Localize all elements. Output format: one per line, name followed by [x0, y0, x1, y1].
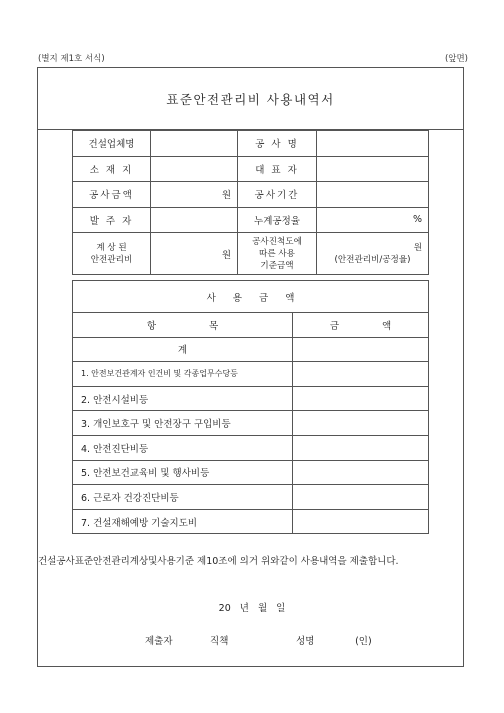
- period-label: 공사기간: [238, 182, 317, 208]
- item-label: 3. 개인보호구 및 안전장구 구입비등: [73, 411, 293, 436]
- standard-amount-field[interactable]: [317, 233, 429, 275]
- seal-mark: (인): [355, 636, 372, 647]
- project-name-label: 공 사 명: [238, 131, 317, 157]
- item-amount-field[interactable]: [293, 509, 429, 534]
- item-amount-field[interactable]: [293, 460, 429, 485]
- usage-section-title: 사 용 금 액: [73, 281, 429, 313]
- company-field[interactable]: [151, 131, 238, 157]
- period-field[interactable]: [317, 182, 429, 208]
- item-label: 4. 안전진단비등: [73, 435, 293, 460]
- company-label: 건설업체명: [73, 131, 151, 157]
- standard-amount-note: (안전관리비/공정율): [334, 254, 411, 265]
- standard-label-line3: 기준금액: [260, 260, 294, 271]
- total-amount-field[interactable]: [293, 337, 429, 362]
- budget-label-line2: 안전관리비: [90, 254, 133, 265]
- location-label: 소 재 지: [73, 156, 151, 182]
- table-row: [73, 460, 429, 485]
- info-row: [73, 233, 429, 275]
- usage-section-header: [73, 281, 429, 313]
- total-row: [73, 337, 429, 362]
- project-name-field[interactable]: [317, 131, 429, 157]
- table-row: [73, 485, 429, 510]
- info-row: [73, 207, 429, 233]
- position-label: 직책: [210, 636, 229, 647]
- standard-label-line1: 공사진척도에: [252, 236, 302, 247]
- usage-column-header: [73, 313, 429, 338]
- progress-rate-label: 누계공정율: [238, 207, 317, 233]
- table-row: [73, 435, 429, 460]
- info-row: [73, 131, 429, 157]
- form-code: (별지 제1호 서식): [38, 54, 105, 64]
- item-label: 7. 건설재해예방 기술지도비: [73, 509, 293, 534]
- form-frame: [37, 67, 464, 667]
- submitter-label: 제출자: [145, 636, 173, 647]
- usage-table: [72, 280, 429, 534]
- item-label: 6. 근로자 건강진단비등: [73, 485, 293, 510]
- item-amount-field[interactable]: [293, 386, 429, 411]
- progress-rate-field[interactable]: %: [317, 207, 429, 233]
- table-row: [73, 411, 429, 436]
- item-label: 5. 안전보건교육비 및 행사비등: [73, 460, 293, 485]
- standard-amount-unit: 원: [413, 242, 422, 253]
- table-row: [73, 509, 429, 534]
- table-row: [73, 362, 429, 387]
- budget-label-line1: 계 상 된: [96, 242, 127, 253]
- budget-label: [73, 233, 151, 275]
- standard-label-line2: 따른 사용: [259, 248, 295, 259]
- item-amount-field[interactable]: [293, 485, 429, 510]
- ceo-label: 대 표 자: [238, 156, 317, 182]
- info-row: [73, 156, 429, 182]
- item-amount-field[interactable]: [293, 411, 429, 436]
- standard-amount-label: [238, 233, 317, 275]
- item-amount-field[interactable]: [293, 362, 429, 387]
- date-line: 20 년 월 일: [218, 603, 286, 614]
- document-title: 표준안전관리비 사용내역서: [38, 68, 463, 130]
- signature-line: [145, 633, 372, 647]
- item-column-header: 항 목: [73, 313, 293, 338]
- item-label: 2. 안전시설비등: [73, 386, 293, 411]
- ceo-field[interactable]: [317, 156, 429, 182]
- name-label: 성명: [296, 636, 315, 647]
- contract-amount-label: 공사금액: [73, 182, 151, 208]
- project-info-table: [72, 130, 429, 275]
- item-label: 1. 안전보건관계자 인건비 및 각종업무수당등: [73, 362, 293, 387]
- contract-amount-field[interactable]: 원: [151, 182, 238, 208]
- info-row: [73, 182, 429, 208]
- location-field[interactable]: [151, 156, 238, 182]
- total-label: 계: [73, 337, 293, 362]
- item-amount-field[interactable]: [293, 435, 429, 460]
- budget-field[interactable]: 원: [151, 233, 238, 275]
- submission-statement: 건설공사표준안전관리계상및사용기준 제10조에 의거 위와같이 사용내역을 제출합니다.: [38, 556, 399, 567]
- amount-column-header: 금 액: [293, 313, 429, 338]
- page-side-label: (앞면): [444, 54, 468, 64]
- client-field[interactable]: [151, 207, 238, 233]
- table-row: [73, 386, 429, 411]
- client-label: 발 주 자: [73, 207, 151, 233]
